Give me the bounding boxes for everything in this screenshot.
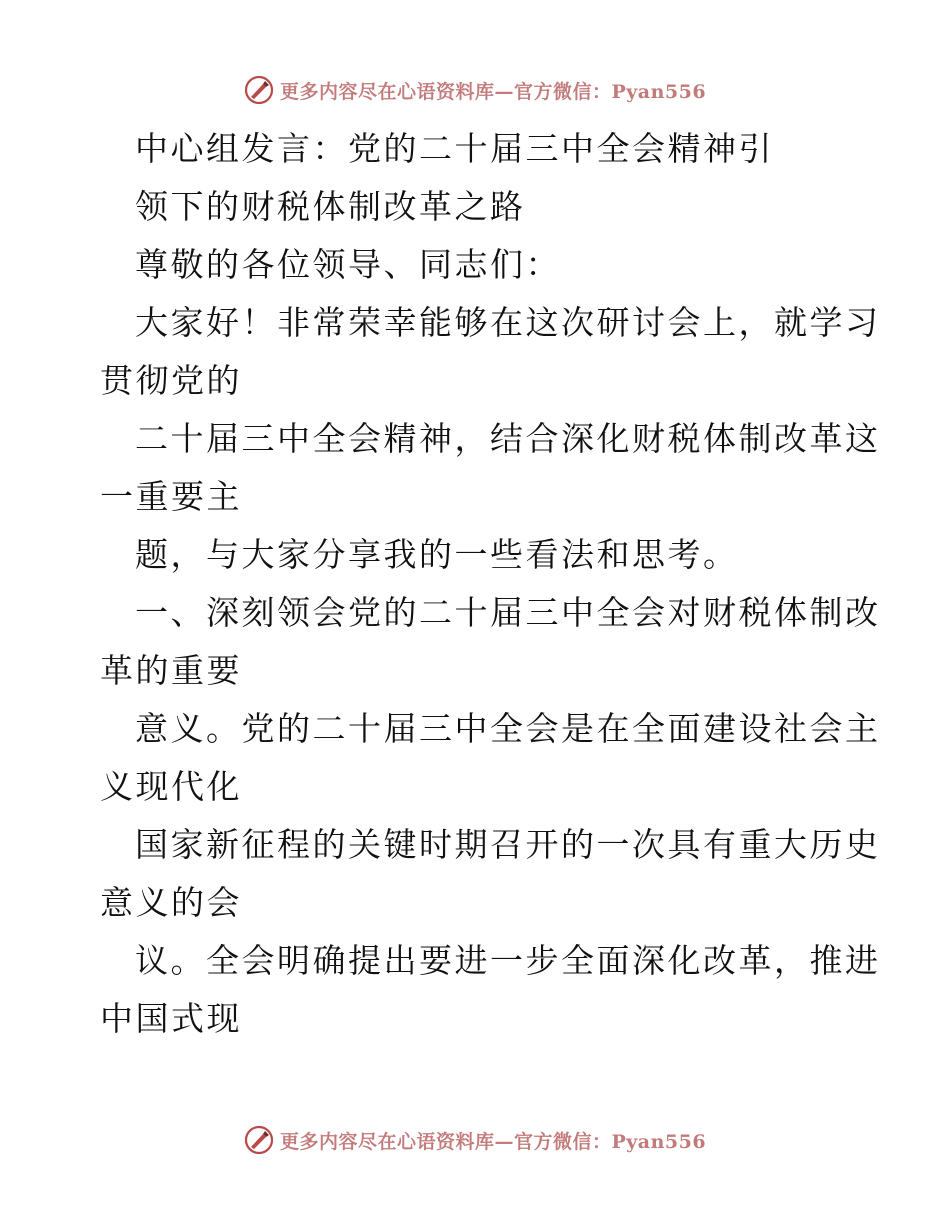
paragraph-line: 中国式现	[100, 999, 242, 1038]
watermark-text: 更多内容尽在心语资料库—官方微信：Pyan556	[279, 1130, 707, 1153]
paragraph-line: 国家新征程的关键时期召开的一次具有重大历史	[135, 825, 881, 864]
salutation: 尊敬的各位领导、同志们：	[135, 245, 561, 284]
paragraph-line: 题，与大家分享我的一些看法和思考。	[135, 535, 739, 574]
paragraph-line: 大家好！非常荣幸能够在这次研讨会上，就学习	[135, 303, 881, 342]
paragraph-line: 二十届三中全会精神，结合深化财税体制改革这	[135, 419, 881, 458]
title-line-2: 领下的财税体制改革之路	[135, 187, 526, 226]
paragraph-line: 议。全会明确提出要进一步全面深化改革，推进	[135, 941, 881, 980]
paragraph-line: 意义的会	[100, 883, 242, 922]
section-heading-line: 革的重要	[100, 651, 242, 690]
section-heading-line: 一、深刻领会党的二十届三中全会对财税体制改	[135, 593, 881, 632]
pen-logo-icon	[244, 1125, 274, 1155]
watermark-header	[0, 70, 950, 110]
paragraph-line: 义现代化	[100, 767, 242, 806]
watermark-text: 更多内容尽在心语资料库—官方微信：Pyan556	[279, 80, 707, 103]
pen-logo-icon	[244, 75, 274, 105]
paragraph-line: 一重要主	[100, 477, 242, 516]
document-body	[100, 120, 881, 1048]
watermark-footer	[0, 1120, 950, 1160]
paragraph-line: 意义。党的二十届三中全会是在全面建设社会主	[135, 709, 881, 748]
title-line-1: 中心组发言：党的二十届三中全会精神引	[135, 129, 774, 168]
paragraph-line: 贯彻党的	[100, 361, 242, 400]
